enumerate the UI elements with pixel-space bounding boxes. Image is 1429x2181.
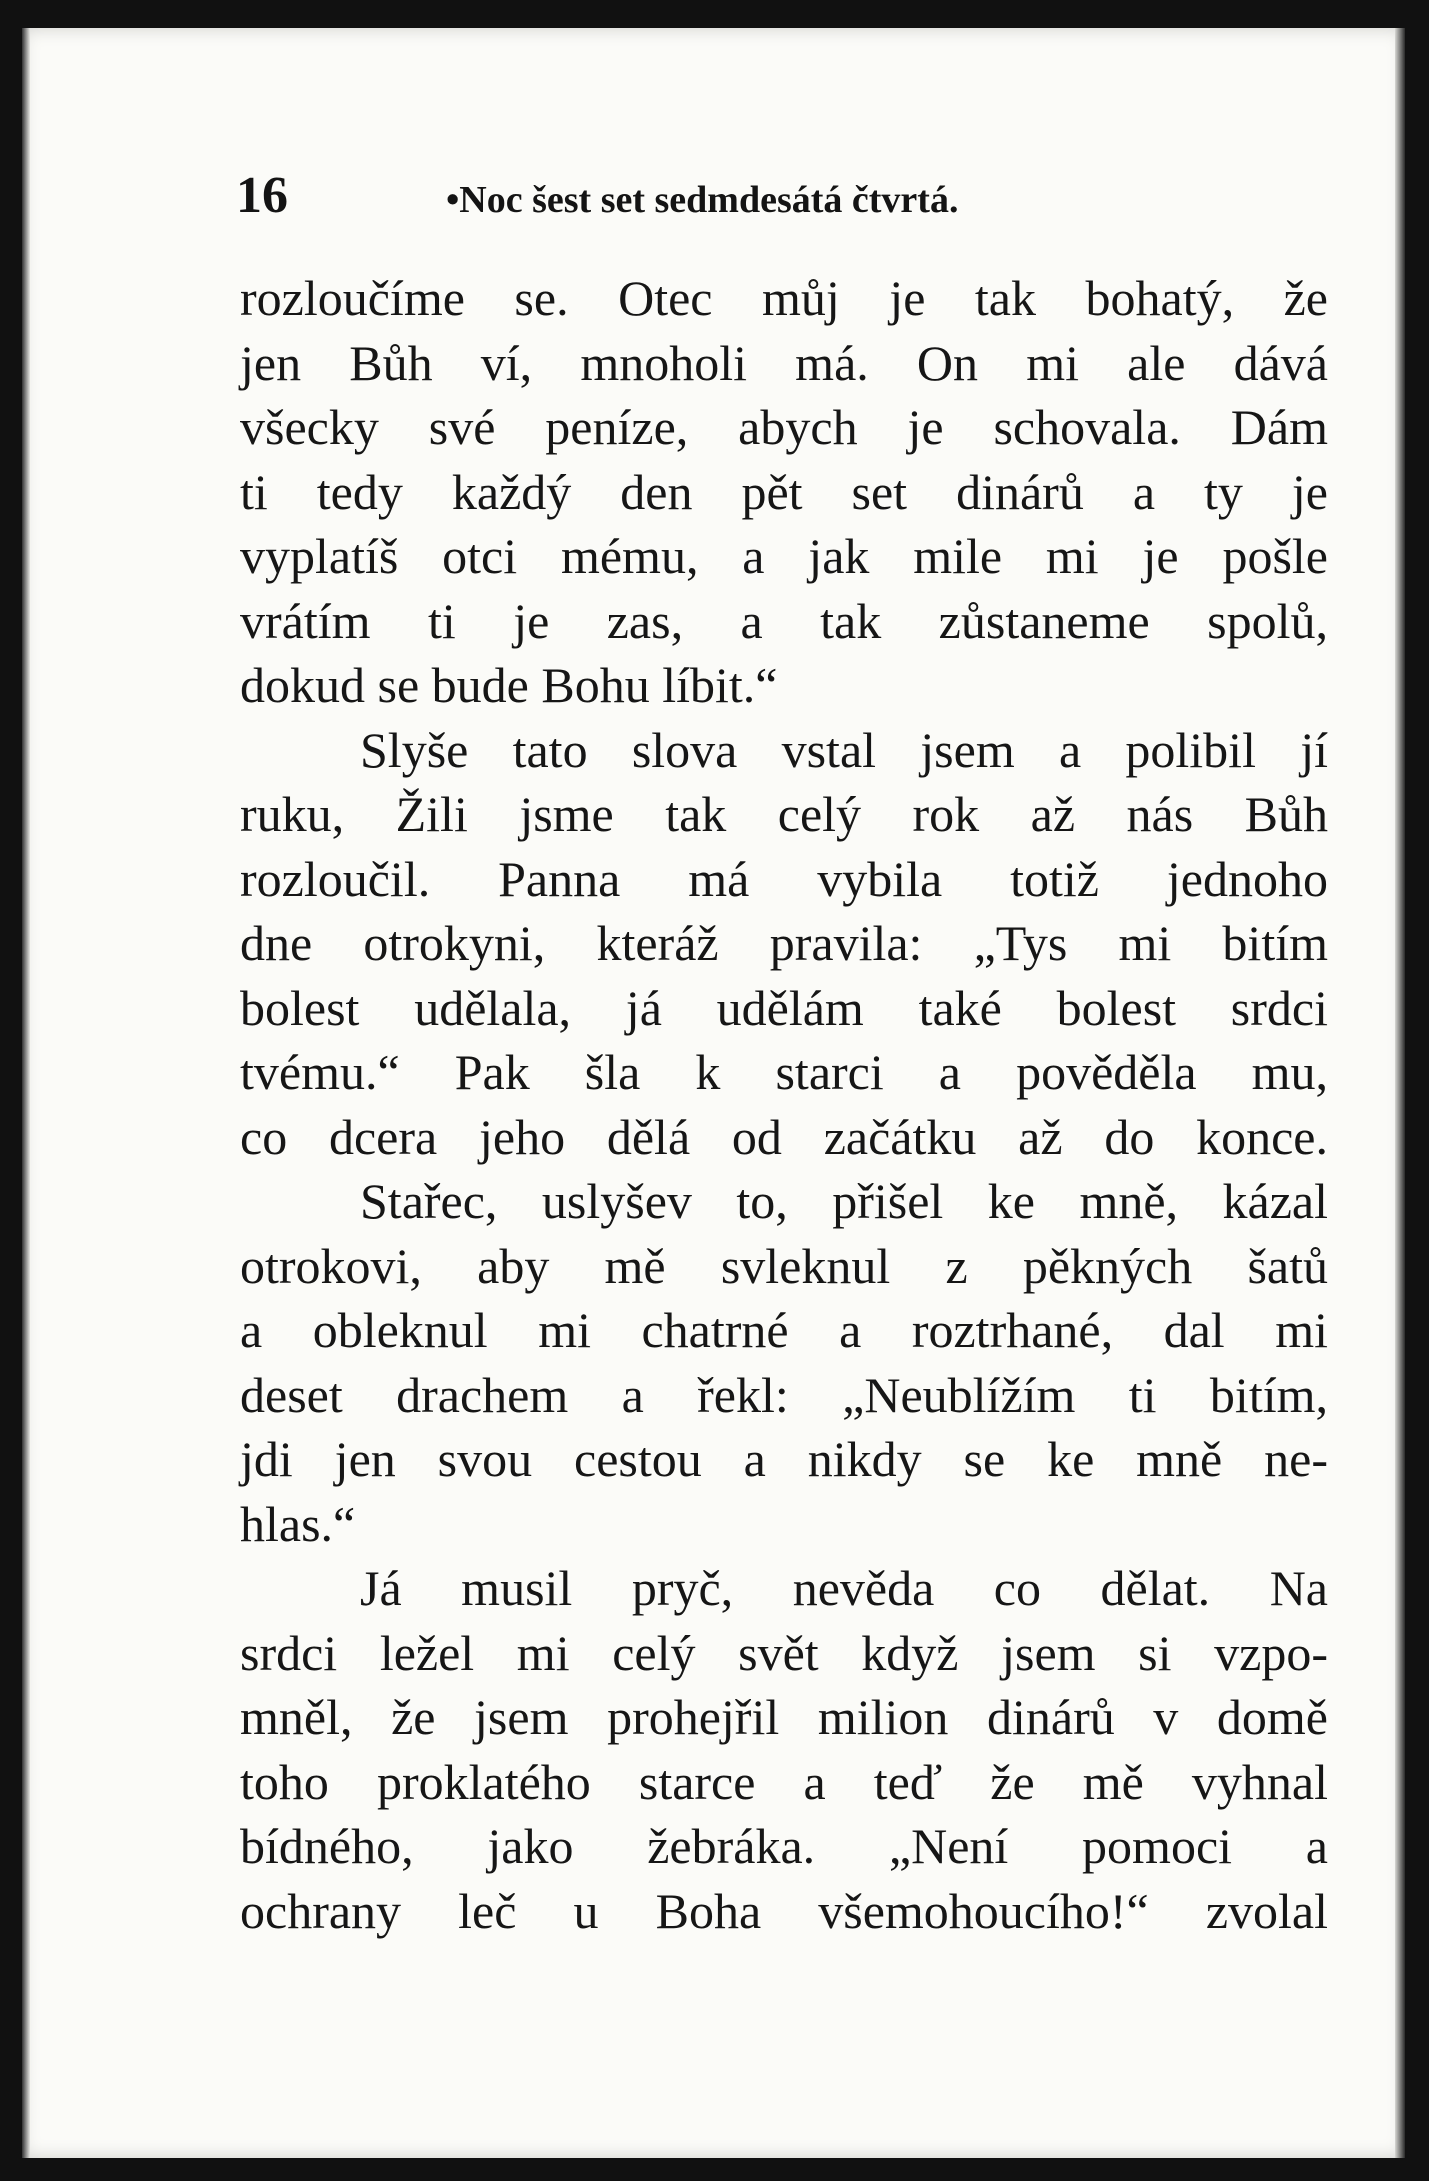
text-line: jdi jen svou cestou a nikdy se ke mně ne-	[240, 1431, 1328, 1487]
page-header	[236, 166, 1136, 226]
text-line: hlas.“	[240, 1495, 356, 1552]
text-line: srdci ležel mi celý svět když jsem si vzpo-	[240, 1624, 1328, 1681]
text-line: dne otrokyni, kteráž pravila: „Tys mi bitím	[240, 915, 1328, 971]
text-line: rozloučil. Panna má vybila totiž jednoho	[240, 850, 1328, 907]
text-line: Stařec, uslyšev to, přišel ke mně, kázal	[360, 1173, 1328, 1229]
text-line: deset drachem a řekl: „Neublížím ti bitím,	[240, 1366, 1328, 1423]
book-page	[22, 28, 1405, 2158]
text-line: vyplatíš otci mému, a jak mile mi je pošle	[240, 528, 1328, 584]
text-line: dokud se bude Bohu líbit.“	[240, 657, 778, 713]
running-head: •Noc šest set sedmdesátá čtvrtá.	[446, 179, 959, 221]
text-line: toho proklatého starce a teď že mě vyhnal	[240, 1753, 1328, 1810]
text-line: otrokovi, aby mě svleknul z pěkných šatů	[240, 1237, 1328, 1294]
text-line: co dcera jeho dělá od začátku až do konce.	[240, 1108, 1328, 1165]
page-edge-right	[1395, 28, 1405, 2158]
text-line: vrátím ti je zas, a tak zůstaneme spolů,	[240, 592, 1328, 649]
text-line: všecky své peníze, abych je schovala. Dám	[240, 399, 1328, 455]
text-line: tvému.“ Pak šla k starci a pověděla mu,	[240, 1044, 1328, 1100]
text-line: mněl, že jsem prohejřil milion dinárů v domě	[240, 1689, 1328, 1745]
text-line: bídného, jako žebráka. „Není pomoci a	[240, 1818, 1328, 1874]
body-text	[240, 266, 1328, 1943]
text-line: Já musil pryč, nevěda co dělat. Na	[360, 1560, 1328, 1616]
text-line: jen Bůh ví, mnoholi má. On mi ale dává	[240, 334, 1328, 391]
text-line: ti tedy každý den pět set dinárů a ty je	[240, 463, 1328, 520]
page-edge-left	[22, 28, 30, 2158]
text-line: a obleknul mi chatrné a roztrhané, dal mi	[240, 1302, 1328, 1358]
text-line: bolest udělala, já udělám také bolest srdci	[240, 979, 1328, 1036]
text-line: rozloučíme se. Otec můj je tak bohatý, že	[240, 270, 1328, 326]
text-line: ruku, Žili jsme tak celý rok až nás Bůh	[240, 786, 1328, 842]
text-line: ochrany leč u Boha všemohoucího!“ zvolal	[240, 1882, 1328, 1939]
page-number: 16	[236, 167, 288, 224]
text-line: Slyše tato slova vstal jsem a polibil jí	[360, 721, 1328, 778]
